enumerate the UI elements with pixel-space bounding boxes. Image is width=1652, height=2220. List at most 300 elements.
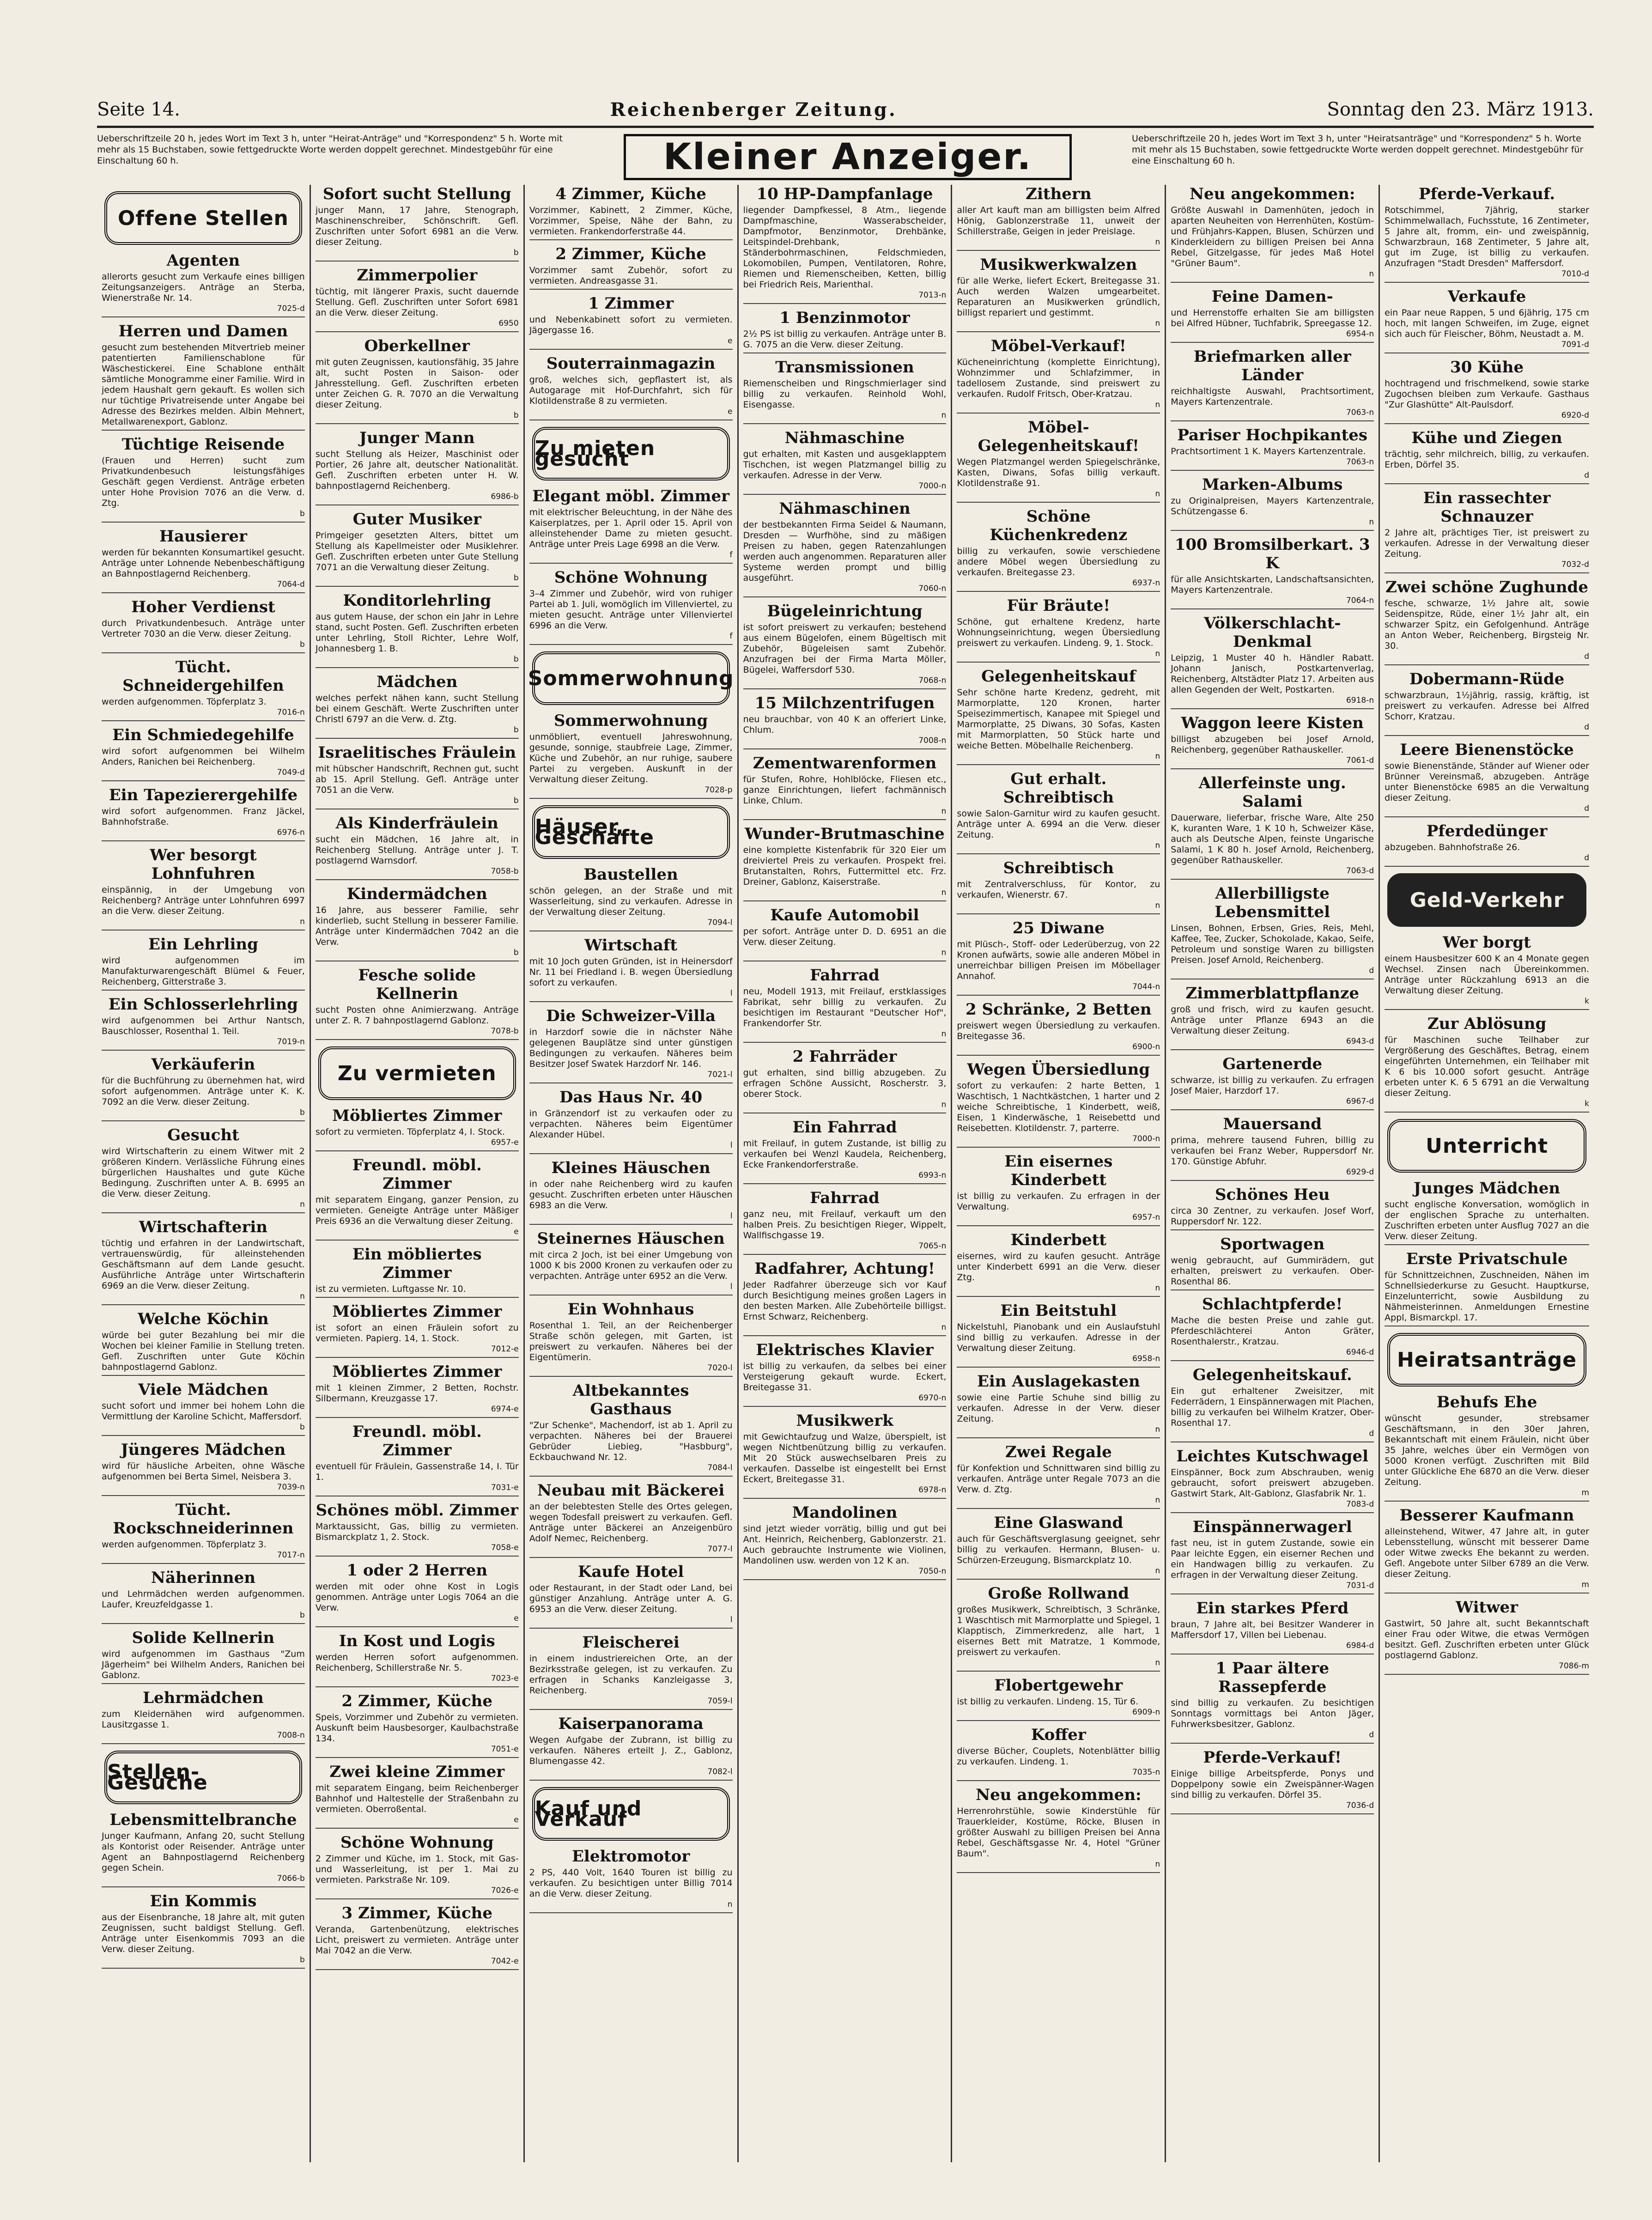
ad-title: Witwer [1456, 1598, 1518, 1617]
ad-title: Ein Tapezierergehilfe [109, 786, 298, 804]
classified-ad [1171, 1518, 1374, 1594]
classified-ad [1385, 1250, 1589, 1326]
ad-title: Neubau mit Bäckerei [537, 1481, 725, 1500]
classified-ad [743, 602, 947, 689]
classified-ad [102, 1501, 305, 1564]
ad-title: Junges Mädchen [1414, 1179, 1561, 1198]
ad-text: diverse Bücher, Couplets, Notenblätter billig zu verkaufen. Lindeng. 1. [957, 1746, 1160, 1767]
ad-text: sucht Posten ohne Animierzwang. Anträge unter Z. R. 7 bahnpostlagernd Gablonz. [315, 1005, 519, 1026]
ad-text: wird sofort aufgenommen. Franz Jäckel, Bahnhofstraße. [102, 806, 305, 827]
ad-text: Kücheneinrichtung (komplette Einrichtung), Wohnzimmer und Schlafzimmer, in tadellosem Zustande, sind preiswert zu verkaufen. Rudolf Fritsch, Ober-Kratzau. [957, 357, 1160, 399]
classified-ad [957, 185, 1160, 251]
ad-reference: d [1584, 652, 1589, 661]
ad-text: Junger Kaufmann, Anfang 20, sucht Stellung als Kontorist oder Reisender. Anträge unter Agent an Bahnpostlagernd Reichenberg gegen Schein. [102, 1831, 305, 1873]
ad-reference: n [300, 1292, 305, 1301]
ad-title: Gesucht [167, 1126, 239, 1144]
classified-ad [316, 1107, 519, 1151]
classified-ad [102, 1811, 305, 1887]
ad-title: Gelegenheitskauf. [1192, 1366, 1352, 1384]
ad-text: (Frauen und Herren) sucht zum Privatkundenbesuch leistungsfähiges Geschäft gegen Verdienst. Anträge erbeten unter Hohe Provision 7076 an die Verw. d. Ztg. [102, 456, 305, 508]
ad-text: und Lehrmädchen werden aufgenommen. Laufer, Kreuzfeldgasse 1. [102, 1589, 305, 1610]
ad-reference: 7028-p [705, 785, 733, 795]
classified-ad [316, 1156, 519, 1241]
ad-reference: 6943-d [1346, 1037, 1374, 1046]
section-masthead: Kleiner Anzeiger. [624, 134, 1072, 180]
ad-text: billigst abzugeben bei Josef Arnold, Reichenberg, gegenüber Rathauskeller. [1171, 734, 1374, 755]
classified-ad [529, 245, 733, 290]
classified-ad [743, 825, 947, 901]
ad-title: Wer borgt [1443, 933, 1531, 952]
ad-reference: n [727, 1900, 733, 1909]
ad-title: Musikwerkwalzen [980, 255, 1137, 274]
ad-text: für Maschinen suche Teilhaber zur Vergrößerung des Geschäftes, Betrag, einem eingeführten Unternehmen, ein Teilhaber mit K 6 bis 10.000 sofort gesucht. Anträge erbeten unter K. 6 5 6791 an die Verwaltung dieser Zeitung. [1385, 1035, 1589, 1098]
ad-text: Jeder Radfahrer überzeuge sich vor Kauf durch Besichtigung meines großen Lagers in den besten Marken. Alle Zubehörteile billigst. Ernst Schwarz, Reichenberg. [743, 1280, 947, 1322]
classified-ad [957, 1372, 1160, 1438]
ad-text: in Gränzendorf ist zu verkaufen oder zu verpachten. Näheres beim Eigentümer Alexander Hübel. [529, 1108, 733, 1140]
classified-ad [529, 1229, 733, 1296]
ad-reference: 6993-n [918, 1171, 947, 1180]
ad-text: hochtragend und frischmelkend, sowie starke Zugochsen bleiben zum Verkaufe. Gasthaus "Zur Glashütte" Alt-Paulsdorf. [1385, 378, 1589, 410]
ad-text: mit Freilauf, in gutem Zustande, ist billig zu verkaufen bei Wenzl Kaudela, Reichenberg, Ecke Frankendorferstraße. [743, 1138, 947, 1170]
ad-reference: 6929-d [1346, 1168, 1374, 1177]
classified-ad [102, 1629, 305, 1684]
ad-text: ist sofort an einen Fräulein sofort zu vermieten. Papierg. 14, 1. Stock. [315, 1323, 519, 1344]
ad-title: Schönes möbl. Zimmer [316, 1501, 518, 1520]
classified-ad [529, 1088, 733, 1154]
classified-ad [529, 1633, 733, 1710]
ad-title: Pferde-Verkauf! [1203, 1748, 1342, 1767]
ad-title: Tücht. Schneidergehilfen [122, 658, 284, 695]
ad-reference: n [1155, 1566, 1160, 1575]
classified-ad [743, 906, 947, 961]
ad-text: ein Paar neue Rappen, 5 und 6jährig, 175 cm hoch, mit langen Schweifen, im Zuge, eignet sich auch für Fleischer, Böhm, Neustadt a. M. [1385, 308, 1589, 339]
ad-title: Souterrainmagazin [546, 354, 716, 373]
ad-title: Baustellen [583, 865, 678, 884]
ad-text: wird aufgenommen bei Arthur Nantsch, Bauschlosser, Rosenthal 1. Teil. [102, 1016, 305, 1036]
ad-text: Herrenrohrstühle, sowie Kinderstühle für Trauerkleider, Kostüme, Röcke, Blusen in größter Auswahl zu billigen Preisen bei Anna Rebel, Geschäftsgasse Nr. 4, Hotel "Grüner Baum". [957, 1806, 1160, 1859]
ad-title: 2 Zimmer, Küche [341, 1692, 493, 1710]
ad-reference: n [1369, 269, 1374, 279]
classified-ad [957, 919, 1160, 996]
ad-title: Schlachtpferde! [1202, 1295, 1343, 1314]
ad-text: Wegen Platzmangel werden Spiegelschränke, Kasten, Diwans, Sofas billig verkauft. Klotildenstraße 91. [957, 457, 1160, 488]
ad-text: reichhaltigste Auswahl, Prachtsortiment, Mayers Kartenzentrale. [1171, 386, 1374, 407]
classified-ad [957, 255, 1160, 332]
ad-title: 2 Zimmer, Küche [555, 245, 706, 263]
classified-ad [1171, 984, 1374, 1050]
classified-ad [102, 598, 305, 653]
ad-text: mit Zentralverschluss, für Kontor, zu verkaufen, Wienerstr. 67. [957, 879, 1160, 900]
ad-reference: l [730, 1282, 733, 1291]
classified-ad [957, 1726, 1160, 1781]
ad-reference: n [1155, 1283, 1160, 1293]
classified-ad [743, 499, 947, 597]
ad-text: junger Mann, 17 Jahre, Stenograph, Maschinenschreiber, Schönschrift. Gefl. Zuschriften unter Sofort 6981 an die Verw. dieser Zeitung. [315, 205, 519, 247]
ad-text: tüchtig und erfahren in der Landwirtschaft, vertrauenswürdig, für alleinstehenden Geschäftsmann auf dem Lande gesucht. Ausführliche Anträge unter Wirtschafterin 6969 an die Verw. dieser Zeitung. [102, 1238, 305, 1291]
classified-ad [529, 1381, 733, 1477]
ad-text: billig zu verkaufen, sowie verschiedene andere Möbel wegen Übersiedlung zu verkaufen. Breitegasse 23. [957, 546, 1160, 578]
ad-reference: 7012-e [491, 1344, 519, 1354]
ad-text: ist billig zu verkaufen, da selbes bei einer Versteigerung gekauft wurde. Eckert, Breitegasse 31. [743, 1361, 947, 1393]
ad-title: Schöne Wohnung [554, 568, 708, 587]
ad-text: werden für bekannten Konsumartikel gesucht. Anträge unter Lohnende Nebenbeschäftigung an Bahnpostlagernd Reichenberg. [102, 547, 305, 579]
ad-reference: 7031-d [1346, 1581, 1374, 1590]
ad-text: wird Wirtschafterin zu einem Witwer mit 2 größeren Kindern. Verlässliche Führung eines bürgerlichen Haushaltes und gute Küche Bedingung. Zuschriften unter A. B. 6995 an die Verw. dieser Zeitung. [102, 1146, 305, 1199]
ad-text: sowie Bienenstände, Ständer auf Wiener oder Brünner Vereinsmaß, abzugeben. Anträge unter Bienenstöcke 6985 an die Verwaltung dieser Zeitung. [1385, 761, 1589, 803]
ad-reference: 7021-l [707, 1070, 733, 1079]
classified-ad [1171, 1115, 1374, 1181]
classified-ad [957, 667, 1160, 765]
classified-ad [316, 885, 519, 961]
ad-title: Behufs Ehe [1436, 1393, 1537, 1411]
ad-text: Ein gut erhaltener Zweisitzer, mit Federrädern, 1 Einspännerwagen mit Plachen, billig zu verkaufen bei Wilhelm Kratzer, Ober-Rosenthal 17. [1171, 1386, 1374, 1428]
ad-title: Gut erhalt. Schreibtisch [1003, 770, 1114, 807]
classified-ad [529, 865, 733, 931]
classified-ad [529, 1159, 733, 1225]
ad-text: sind billig zu verkaufen. Zu besichtigen Sonntags vormittags bei Anton Jäger, Fuhrwerksbesitzer, Gablonz. [1171, 1698, 1374, 1729]
ad-reference: 7039-n [277, 1483, 305, 1492]
classified-ad [529, 936, 733, 1002]
ad-reference: 7036-d [1346, 1801, 1374, 1810]
ad-reference: b [300, 640, 305, 649]
ad-title: Sportwagen [1220, 1235, 1325, 1253]
classified-ad [1171, 475, 1374, 531]
ad-text: gut erhalten, mit Kasten und ausgeklapptem Tischchen, ist wegen Platzmangel billig zu verkaufen. Adresse in der Verw. [743, 449, 947, 480]
classified-ad [316, 266, 519, 332]
classified-ad [743, 966, 947, 1043]
classified-ad [743, 1118, 947, 1184]
ad-text: für Konfektion und Schnittwaren sind billig zu verkaufen. Anträge unter Regale 7073 an die Verw. d. Ztg. [957, 1463, 1160, 1495]
ad-reference: n [1155, 901, 1160, 910]
ad-title: Elektromotor [571, 1847, 690, 1866]
ad-reference: 6900-n [1132, 1042, 1160, 1052]
ad-reference: b [300, 1423, 305, 1432]
classified-ad [1385, 287, 1589, 353]
classified-ad [957, 1443, 1160, 1509]
ad-title: Sofort sucht Stellung [322, 185, 511, 203]
ad-title: Pferdedünger [1426, 822, 1548, 840]
ad-text: ist billig zu verkaufen. Lindeng. 15, Tür 6. [957, 1697, 1139, 1707]
ad-title: Leere Bienenstöcke [1400, 741, 1574, 759]
classified-ad [743, 1341, 947, 1407]
ad-title: Zur Ablösung [1427, 1015, 1547, 1033]
section-heading: Geld-Verkehr [1387, 873, 1586, 927]
ad-text: tüchtig, mit längerer Praxis, sucht dauernde Stellung. Gefl. Zuschriften unter Sofort 6981 an die Verw. dieser Zeitung. [315, 286, 519, 318]
ad-reference: 7066-b [277, 1874, 305, 1883]
classified-ad [316, 1561, 519, 1627]
classified-ad [102, 1569, 305, 1624]
ad-title: Gartenerde [1222, 1055, 1323, 1073]
ad-reference: 6946-d [1346, 1348, 1374, 1357]
ad-text: gut erhalten, sind billig abzugeben. Zu erfragen Schöne Aussicht, Roscherstr. 3, oberer Stock. [743, 1068, 947, 1099]
classified-ad [316, 1245, 519, 1298]
ad-reference: n [1155, 489, 1160, 499]
ad-reference: k [1585, 1099, 1589, 1108]
ad-reference: 7051-e [491, 1745, 519, 1754]
ad-reference: b [513, 411, 519, 420]
ad-reference: 7000-n [918, 481, 947, 491]
ad-title: Bügeleinrichtung [767, 602, 923, 620]
ad-title: Waggon leere Kisten [1181, 714, 1364, 732]
ad-reference: n [1155, 1658, 1160, 1667]
classified-ad [1385, 933, 1589, 1010]
ad-text: und Nebenkabinett sofort zu vermieten. Jägergasse 16. [529, 315, 733, 335]
ad-title: Ein Beitstuhl [1000, 1302, 1117, 1320]
classified-ad [743, 429, 947, 495]
ad-reference: 6920-d [1561, 411, 1589, 420]
classified-ad [102, 1689, 305, 1744]
ad-text: durch Privatkundenbesuch. Anträge unter Vertreter 7030 an die Verw. dieser Zeitung. [102, 618, 305, 639]
classified-ad [743, 754, 947, 820]
ad-reference: d [1369, 966, 1374, 975]
ad-text: fesche, schwarze, 1½ Jahre alt, sowie Seidenspitze, Rüde, einer 1½ Jahr alt, ein schwarzer Spitz, ein Gefolgenhund. Anträge an Anton Weber, Reichenberg, Birgsteig Nr. 30. [1385, 598, 1589, 651]
ad-text: an der belebtesten Stelle des Ortes gelegen, wegen Todesfall preiswert zu verkaufen. Gefl. Anträge unter Bäckerei an Anzeigenbüro Adolf Nemec, Reichenberg. [529, 1502, 733, 1544]
ad-reference: m [1581, 1488, 1589, 1497]
ad-title: Kühe und Ziegen [1411, 429, 1562, 447]
classified-ad [529, 487, 733, 564]
ad-title: Allerbilligste Lebensmittel [1215, 884, 1330, 921]
ad-title: Wer besorgt Lohnfuhren [150, 846, 257, 883]
ad-title: Kaiserpanorama [558, 1715, 704, 1733]
classified-ad [316, 1692, 519, 1758]
ad-title: Allerfeinste ung. Salami [1198, 774, 1346, 811]
classified-column [739, 185, 953, 2162]
ad-text: schwarzbraun, 1½jährig, rassig, kräftig, ist preiswert zu verkaufen. Adresse bei Alfred Schorr, Kratzau. [1385, 690, 1589, 722]
ad-text: Prachtsortiment 1 K. Mayers Kartenzentrale. [1171, 446, 1366, 456]
ad-title: Konditorlehrling [343, 591, 492, 610]
ad-title: Ein Kommis [150, 1892, 257, 1910]
ad-reference: 7086-m [1559, 1661, 1589, 1671]
ad-title: Kinderbett [1010, 1231, 1106, 1249]
ad-title: Das Haus Nr. 40 [559, 1088, 703, 1107]
ad-title: 1 Benzinmotor [779, 309, 910, 327]
classified-ad [1171, 774, 1374, 880]
ad-text: Einige billige Arbeitspferde, Ponys und Doppelpony sowie ein Zweispänner-Wagen sind billig zu verkaufen. Dörfel 35. [1171, 1769, 1374, 1800]
classified-ad [957, 596, 1160, 663]
ad-text: Primgeiger gesetzten Alters, bittet um Stellung als Kapellmeister oder Musiklehrer. Gefl. Zuschriften erbeten unter Gute Stellung 7071 an die Verwaltung dieser Zeitung. [315, 530, 519, 572]
classified-ad [529, 1007, 733, 1083]
ad-title: Ein Schmiedegehilfe [112, 726, 294, 744]
ad-title: Altbekanntes Gasthaus [572, 1381, 689, 1418]
ad-reference: n [1155, 237, 1160, 247]
classified-ad [102, 658, 305, 721]
ad-reference: 7061-d [1346, 756, 1374, 765]
ad-reference: b [513, 796, 519, 805]
ad-reference: 7078-b [491, 1027, 519, 1036]
ad-title: Ein möbliertes Zimmer [352, 1245, 482, 1282]
ad-reference: b [300, 1611, 305, 1620]
ad-text: einspännig, in der Umgebung von Reichenberg? Anträge unter Lohnfuhren 6997 an die Verw. dieser Zeitung. [102, 885, 305, 916]
ad-text: sucht englische Konversation, womöglich in der englischen Sprache zu unterhalten. Zuschriften erbeten unter Ausflug 7027 an die Verw. dieser Zeitung. [1385, 1199, 1589, 1241]
ad-text: sowie Salon-Garnitur wird zu kaufen gesucht. Anträge unter A. 6994 an die Verw. dieser Zeitung. [957, 809, 1160, 840]
ad-title: Möbel-Gelegenheitskauf! [978, 418, 1139, 455]
classified-ad [1171, 884, 1374, 979]
ad-reference: 7020-l [707, 1363, 733, 1373]
classified-ad [316, 1501, 519, 1557]
classified-column [97, 185, 311, 2162]
ad-reference: n [941, 948, 947, 957]
ad-reference: 6970-n [918, 1393, 947, 1403]
classified-ad [102, 435, 305, 523]
ad-reference: d [1584, 471, 1589, 480]
ad-title: Tüchtige Reisende [121, 435, 285, 454]
ad-title: Hausierer [159, 527, 247, 546]
ad-reference: b [513, 655, 519, 664]
ad-title: Zimmerblattpflanze [1185, 984, 1359, 1003]
ad-title: Kleines Häuschen [551, 1159, 711, 1177]
newspaper-page [97, 97, 1594, 2162]
ad-title: 25 Diwane [1012, 919, 1105, 937]
classified-ad [743, 185, 947, 304]
ad-reference: 7064-n [1346, 596, 1374, 605]
ad-text: aller Art kauft man am billigsten beim Alfred Hönig, Gablonzerstraße 11, unweit der Schillerstraße, Geigen in jeder Preislage. [957, 205, 1160, 237]
classified-ad [316, 1763, 519, 1829]
ad-text: für alle Werke, liefert Eckert, Breitegasse 31. Auch werden Walzen umgearbeitet. Reparaturen an Musikwerken gründlich, billigst repariert und gestimmt. [957, 276, 1160, 318]
ad-title: Zithern [1026, 185, 1092, 203]
classified-ad [316, 1302, 519, 1358]
ad-reference: 7060-n [918, 584, 947, 593]
ad-text: abzugeben. Bahnhofstraße 26. [1385, 842, 1520, 852]
classified-ad [102, 322, 305, 431]
ad-reference: l [730, 1141, 733, 1150]
classified-ad [529, 568, 733, 645]
ad-title: Jüngeres Mädchen [121, 1441, 286, 1459]
ad-text: Rotschimmel, 7jährig, starker Schimmelwallach, Fuchsstute, 16 Zentimeter, 5 Jahre alt, fromm, ein- und zweispännig, Schwarzbraun, 168 Zentimeter, 5 Jahre alt, gut im Zuge, ist billig zu verkaufen. Anzufragen "Stadt Dresden" Maffersdorf. [1385, 205, 1589, 268]
classified-ad [1385, 185, 1589, 283]
ad-title: Hoher Verdienst [131, 598, 275, 616]
ad-text: Vorzimmer samt Zubehör, sofort zu vermieten. Andreasgasse 31. [529, 265, 733, 286]
section-heading: Stellen-Gesuche [104, 1751, 302, 1804]
ad-text: trächtig, sehr milchreich, billig, zu verkaufen. Erben, Dörfel 35. [1385, 449, 1589, 470]
ad-reference: 6950 [498, 319, 519, 328]
ad-text: für Schnittzeichnen, Zuschneiden, Nähen im Schnellsiederkurse zu Gesucht. Hauptkurse, Einzelunterricht, sowie Ausbildung zu Nähmeisterinnen. Anmeldungen Ernestine Appl, Bismarckpl. 17. [1385, 1270, 1589, 1323]
section-heading: Zu mieten gesucht [532, 427, 730, 480]
ad-reference: n [1369, 517, 1374, 527]
classified-ad [1385, 1179, 1589, 1245]
ad-title: 15 Milchzentrifugen [754, 694, 935, 712]
classified-ad [743, 358, 947, 424]
ad-title: Als Kinderfräulein [335, 814, 498, 833]
ad-text: Wegen Aufgabe der Zubrann, ist billig zu verkaufen. Näheres erteilt J. Z., Gablonz, Blumengasse 42. [529, 1735, 733, 1766]
ad-title: Möbliertes Zimmer [332, 1362, 502, 1381]
ad-reference: 7013-n [918, 291, 947, 300]
ad-title: Zwei schöne Zughunde [1385, 578, 1588, 596]
ad-text: in oder nahe Reichenberg wird zu kaufen gesucht. Zuschriften erbeten unter Häuschen 6983 an die Verw. [529, 1179, 733, 1210]
ad-reference: 6909-n [1132, 1708, 1160, 1717]
ad-text: schön gelegen, an der Straße und mit Wasserleitung, sind zu verkaufen. Adresse in der Verwaltung dieser Zeitung. [529, 886, 733, 917]
classified-ad [316, 1423, 519, 1496]
ad-reference: d [1584, 804, 1589, 813]
ad-reference: b [513, 725, 519, 735]
ad-text: mit separatem Eingang, ganzer Pension, zu vermieten. Geneigte Anträge unter Mäßiger Preis 6936 an die Verwaltung dieser Zeitung. [315, 1195, 519, 1226]
ad-title: Schönes Heu [1215, 1186, 1330, 1204]
section-heading: Unterricht [1387, 1119, 1586, 1173]
ad-title: 2 Fahrräder [792, 1047, 897, 1066]
ad-title: 1 oder 2 Herren [346, 1561, 488, 1580]
ad-reference: d [1369, 1730, 1374, 1740]
ad-text: gesucht zum bestehenden Mitvertrieb meiner patentierten Familienschablone für Wäschestickerei. Eine Schablone enthält sämtliche Monogramme einer Familie. Wird in jedem Haushalt gern gekauft. Es wollen sich nur tüchtige Privatreisende unter Angabe bei Adresse des Bezirkes melden. Albin Mehnert, Metallwarenexport, Gablonz. [102, 342, 305, 427]
classified-ad [1171, 1366, 1374, 1442]
ad-text: welches perfekt nähen kann, sucht Stellung bei einem Geschäft. Werte Zuschriften unter Christl 6797 an die Verw. d. Ztg. [315, 693, 519, 724]
header-rule [97, 126, 1594, 128]
classified-ad [102, 1126, 305, 1213]
classified-ad [1171, 1295, 1374, 1361]
ad-title: Pariser Hochpikantes [1177, 426, 1368, 444]
ad-text: mit separatem Eingang, beim Reichenberger Bahnhof und Haltestelle der Straßenbahn zu vermieten. Oberroßental. [315, 1783, 519, 1814]
ad-text: Dauerware, lieferbar, frische Ware, Alte 250 K, kuranten Ware, 1 K 10 h, Schweizer Käse, auch als Deutsche Alpen, feinste Ungarische Salami, 1 K 80 h. Josef Arnold, Reichenberg, gegenüber Rathauskeller. [1171, 813, 1374, 865]
ad-text: Sehr schöne harte Kredenz, gedreht, mit Marmorplatte, 120 Kronen, harter Speisezimmertisch, Kanapee mit Spiegel und Marmorplatte, 25 Diwans, 30 Sofas, Kasten mit Marmorplatten, 50 Stück harte und weiche Betten. Möbelhalle Reichenberg. [957, 687, 1160, 751]
ad-title: Neu angekommen: [1189, 185, 1355, 203]
classified-ad [316, 673, 519, 739]
ad-reference: 7068-n [918, 676, 947, 685]
classified-ad [743, 1259, 947, 1336]
classified-ad [316, 966, 519, 1040]
section-heading: Kauf und Verkauf [532, 1787, 730, 1841]
ad-text: 2 Jahre alt, prächtiges Tier, ist preiswert zu verkaufen. Adresse in der Verwaltung dieser Zeitung. [1385, 528, 1589, 559]
classified-ad [316, 1632, 519, 1687]
ad-title: Ein starkes Pferd [1196, 1599, 1349, 1618]
ad-text: mit 1 kleinen Zimmer, 2 Betten, Rochstr. Silbermann, Kreuzgasse 17. [315, 1383, 519, 1404]
classified-ad [1171, 714, 1374, 769]
ad-reference: 7091-d [1561, 340, 1589, 349]
ad-reference: 7023-e [491, 1674, 519, 1683]
ad-text: Leipzig, 1 Muster 40 h. Händler Rabatt. Johann Janisch, Postkartenverlag, Reichenberg, Altstädter Platz 17. Arbeiten aus allen Gegenden der Welt, Postkarten. [1171, 653, 1374, 695]
ad-text: in einem industriereichen Orte, an der Bezirksstraße gelegen, ist zu verkaufen. Zu erfragen in Schanks Kanzleigasse 3, Reichenberg. [529, 1654, 733, 1696]
classified-ad [1171, 1235, 1374, 1290]
ad-title: Marken-Albums [1202, 475, 1343, 494]
ad-reference: 6954-n [1346, 329, 1374, 339]
ad-reference: 7050-n [918, 1567, 947, 1576]
ad-reference: n [1155, 400, 1160, 409]
ad-reference: 7083-d [1346, 1500, 1374, 1509]
ad-text: groß, welches sich, gepflastert ist, als Autogarage mit Hof-Durchfahrt, sich für Klotildenstraße 8 zu vermieten. [529, 375, 733, 406]
ad-text: per sofort. Anträge unter D. D. 6951 an die Verw. dieser Zeitung. [743, 926, 947, 947]
classified-ad [1171, 287, 1374, 343]
classified-ad [316, 510, 519, 587]
classified-column [1380, 185, 1594, 2162]
ad-text: mit elektrischer Beleuchtung, in der Nähe des Kaiserplatzes, per 1. April oder 15. April von alleinstehender Dame zu mieten gesucht. Anträge unter Preis Lage 6998 an die Verw. [529, 507, 733, 549]
rate-notice-right: Ueberschriftzeile 20 h, jedes Wort im Text 3 h, unter "Heiratsanträge" und "Korrespondenz" 5 h. Worte mit mehr als 15 Buchstaben, sowie fettgedruckte Worte werden doppelt gerechnet. Mindestgebühr für eine Einschaltung 60 h. [1132, 134, 1584, 166]
ad-text: eine komplette Kistenfabrik für 320 Eier um dreiviertel Preis zu verkaufen. Prospekt frei. Brutanstalten, Rohrs, Futtermittel etc. Frz. Dreiner, Gablonz, Kaiserstraße. [743, 845, 947, 887]
ad-text: alleinstehend, Witwer, 47 Jahre alt, in guter Lebensstellung, wünscht mit besserer Dame oder Witwe zwecks Ehe bekannt zu werden. Gefl. Angebote unter Silber 6789 an die Verw. dieser Zeitung. [1385, 1527, 1589, 1579]
page-header [97, 97, 1594, 122]
ad-reference: 7094-l [707, 918, 733, 927]
ad-reference: e [514, 1815, 519, 1825]
classified-ad [743, 1411, 947, 1499]
ad-title: Radfahrer, Achtung! [754, 1259, 935, 1278]
ad-title: 1 Paar ältere Rassepferde [1215, 1659, 1330, 1696]
classified-ad [957, 1231, 1160, 1297]
ad-text: mit guten Zeugnissen, kautionsfähig, 35 Jahre alt, sucht Posten in Saison- oder Jahresstellung. Gefl. Zuschriften erbeten unter Zeichen G. R. 7070 an die Verwaltung dieser Zeitung. [315, 357, 519, 410]
ad-title: Musikwerk [796, 1411, 893, 1430]
ad-reference: 7064-d [277, 580, 305, 589]
ad-text: circa 30 Zentner, zu verkaufen. Josef Worf, Ruppersdorf Nr. 122. [1171, 1206, 1374, 1227]
ad-text: wird für häusliche Arbeiten, ohne Wäsche aufgenommen bei Berta Simel, Neisbera 3. [102, 1461, 305, 1482]
ad-text: Schöne, gut erhaltene Kredenz, harte Wohnungseinrichtung, wegen Übersiedlung preiswert zu verkaufen. Lindeng. 9, 1. Stock. [957, 617, 1160, 648]
ad-title: Sommerwohnung [553, 712, 708, 730]
ad-text: groß und frisch, wird zu kaufen gesucht. Anträge unter Pflanze 6943 an die Verwaltung dieser Zeitung. [1171, 1004, 1374, 1036]
ad-title: Feine Damen- [1211, 287, 1333, 306]
ad-text: sind jetzt wieder vorrätig, billig und gut bei Ant. Heinrich, Reichenberg, Gablonzerstr. 21. Auch gebrauchte Instrumente wie Violinen, Mandolinen usw. werden von 12 K an. [743, 1524, 947, 1566]
classified-ad [957, 1152, 1160, 1226]
ad-reference: 7082-l [707, 1767, 733, 1776]
issue-date: Sonntag den 23. März 1913. [1327, 99, 1594, 120]
classified-ad [1385, 358, 1589, 424]
ad-text: der bestbekannten Firma Seidel & Naumann, Dresden — Wurfhöhe, sind zu mäßigen Preisen zu haben, gegen Ratenzahlungen werden auch angenommen. Reparaturen aller Systeme werden prompt und billig ausgeführt. [743, 520, 947, 583]
ad-reference: b [513, 248, 519, 257]
classified-ad [1171, 1599, 1374, 1654]
ad-title: Völkerschlacht-Denkmal [1203, 614, 1341, 651]
